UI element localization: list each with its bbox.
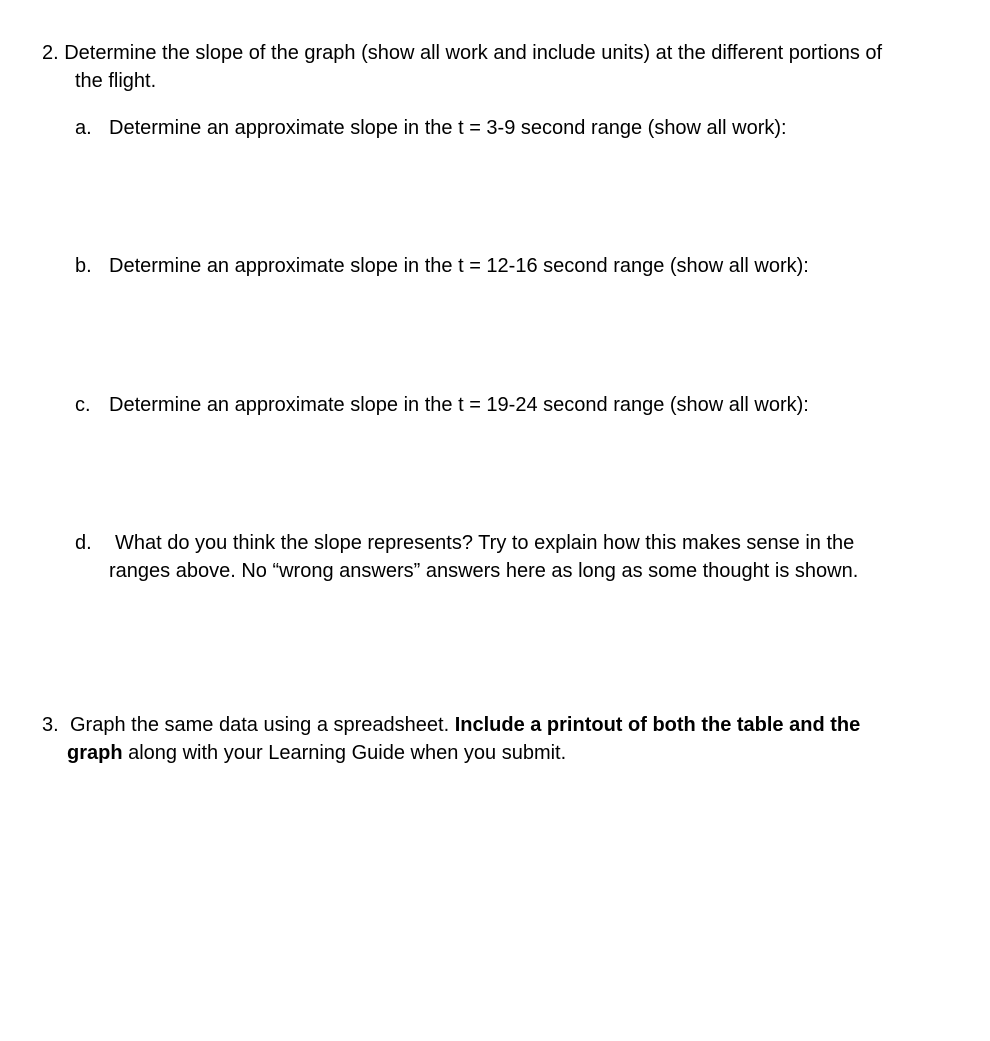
item-d-line-2: ranges above. No “wrong answers” answers here as long as some thought is shown. (109, 560, 859, 582)
question-3-line-1 (70, 711, 860, 739)
question-2-line-1: 2. Determine the slope of the graph (show all work and include units) at the different portions of (42, 42, 883, 64)
question-3-marker: 3. (42, 714, 59, 736)
item-b-text: Determine an approximate slope in the t = 12-16 second range (show all work): (109, 255, 809, 277)
question-2-line-2: the flight. (75, 70, 157, 92)
item-c-text: Determine an approximate slope in the t = 19-24 second range (show all work): (109, 394, 809, 416)
question-3-line-1-bold: Include a printout of both the table and the (454, 714, 861, 736)
question-3-line-2-bold: graph (67, 742, 123, 764)
question-3-line-2-plain: along with your Learning Guide when you submit. (122, 742, 567, 764)
item-b-marker: b. (75, 255, 92, 277)
item-d-marker: d. (75, 532, 92, 554)
item-c-marker: c. (75, 394, 91, 416)
question-3-line-2 (67, 739, 566, 767)
question-3-line-1-plain: Graph the same data using a spreadsheet. (70, 714, 455, 736)
item-a-marker: a. (75, 117, 92, 139)
item-a-text: Determine an approximate slope in the t = 3-9 second range (show all work): (109, 117, 787, 139)
item-d-line-1: What do you think the slope represents? Try to explain how this makes sense in the (115, 532, 855, 554)
